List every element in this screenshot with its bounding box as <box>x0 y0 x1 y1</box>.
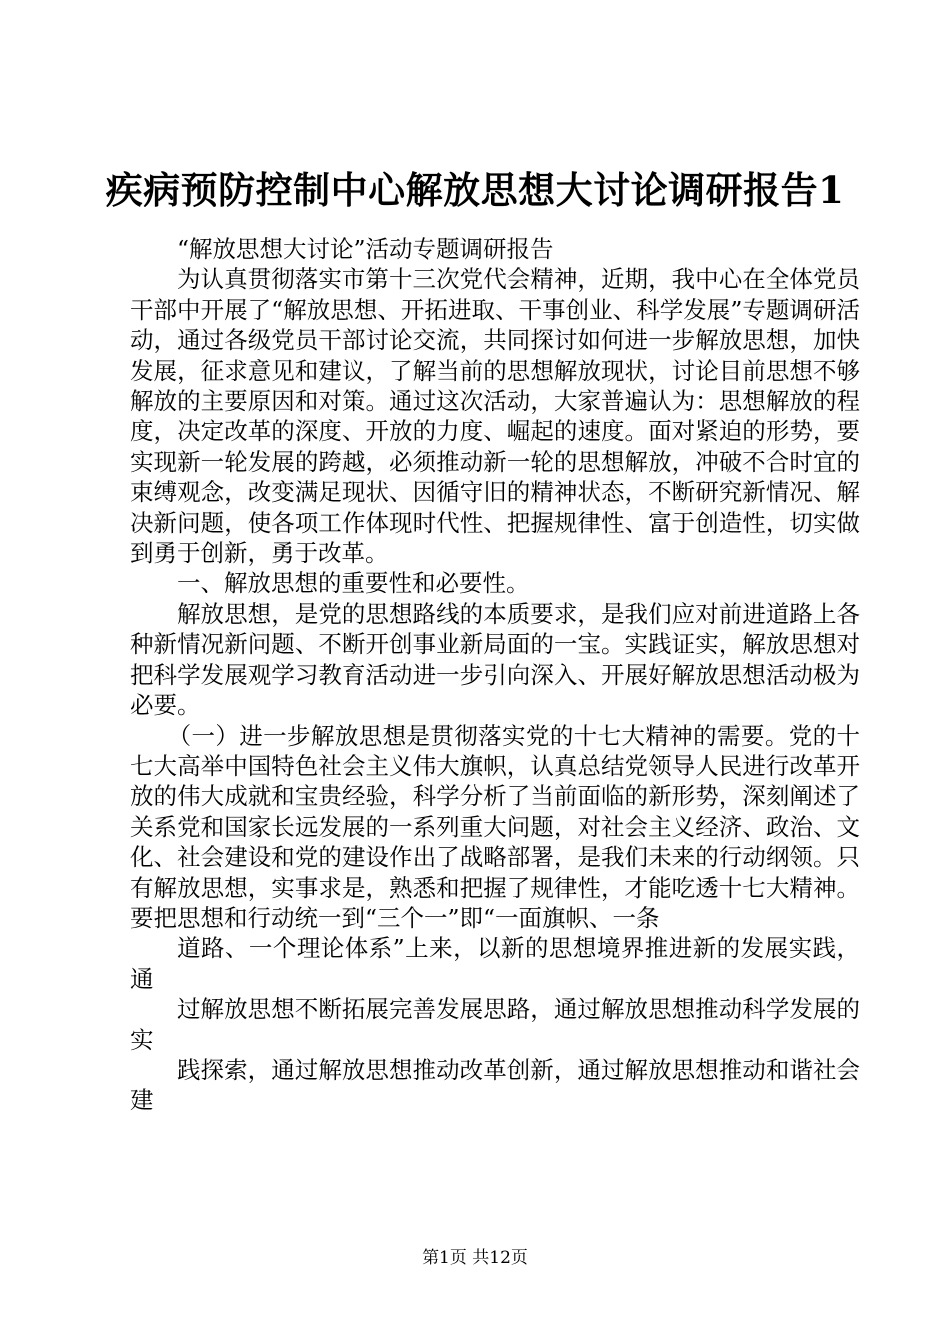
intro-paragraph: 为认真贯彻落实市第十三次党代会精神，近期，我中心在全体党员干部中开展了“解放思想、开拓进取、干事创业、科学发展”专题调研活动，通过各级党员干部讨论交流，共同探讨如何进一步解放思想，加快发展，征求意见和建议，了解当前的思想解放现状，讨论目前思想不够解放的主要原因和对策。通过这次活动，大家普遍认为：思想解放的程度，决定改革的深度、开放的力度、崛起的速度。面对紧迫的形势，要实现新一轮发展的跨越，必须推动新一轮的思想解放，冲破不合时宜的束缚观念，改变满足现状、因循守旧的精神状态，不断研究新情况、解决新问题，使各项工作体现时代性、把握规律性、富于创造性，切实做到勇于创新，勇于改革。 <box>130 265 860 568</box>
subtitle-paragraph: “解放思想大讨论”活动专题调研报告 <box>177 235 554 263</box>
body-paragraph: 道路、一个理论体系”上来，以新的思想境界推进新的发展实践，通 <box>130 934 860 993</box>
document-body <box>130 234 860 1116</box>
section-heading: 一、解放思想的重要性和必要性。 <box>177 569 530 598</box>
body-paragraph: 过解放思想不断拓展完善发展思路，通过解放思想推动科学发展的实 <box>130 995 860 1054</box>
page-number-footer: 第1页 共12页 <box>422 1248 528 1268</box>
document-title: 疾病预防控制中心解放思想大讨论调研报告1 <box>105 168 845 212</box>
body-paragraph: 践探索，通过解放思想推动改革创新，通过解放思想推动和谐社会建 <box>130 1055 860 1115</box>
body-paragraph: （一）进一步解放思想是贯彻落实党的十七大精神的需要。党的十七大高举中国特色社会主义伟大旗帜，认真总结党领导人民进行改革开放的伟大成就和宝贵经验，科学分析了当前面临的新形势，深刻阐述了关系党和国家长远发展的一系列重大问题，对社会主义经济、政治、文化、社会建设和党的建设作出了战略部署，是我们未来的行动纲领。只有解放思想，实事求是，熟悉和把握了规律性，才能吃透十七大精神。要把思想和行动统一到“三个一”即“一面旗帜、一条 <box>130 721 860 932</box>
body-paragraph: 解放思想，是党的思想路线的本质要求，是我们应对前进道路上各种新情况新问题、不断开创事业新局面的一宝。实践证实，解放思想对把科学发展观学习教育活动进一步引向深入、开展好解放思想活动极为必要。 <box>130 599 860 720</box>
